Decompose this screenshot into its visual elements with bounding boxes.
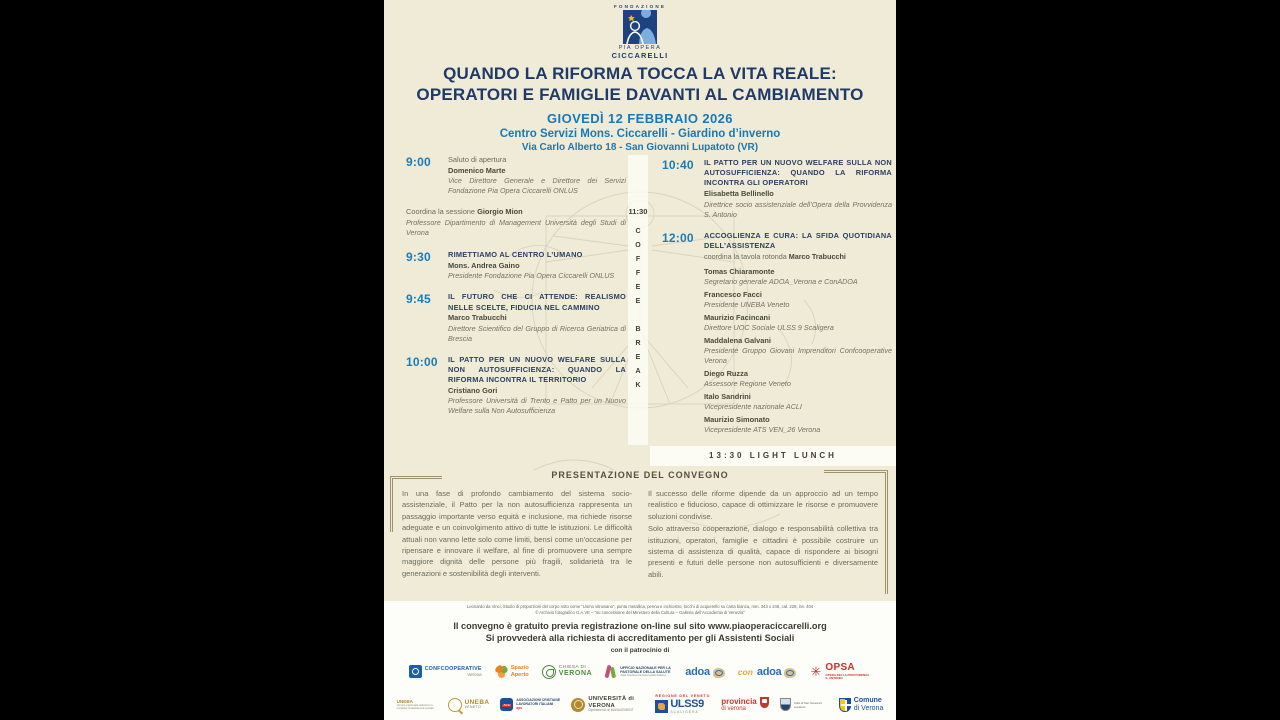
session-0930 (406, 250, 626, 281)
logo-label: CHIESA DI (558, 664, 587, 670)
patronage-logos-row-2 (384, 690, 896, 720)
patronage-label: con il patrocinio di (610, 646, 670, 654)
session-time: 10:00 (406, 354, 438, 369)
round-table-speaker (704, 415, 892, 435)
logo-provincia-di-verona (721, 697, 769, 713)
session-speaker-role: Vice Direttore Generale e Direttore dei Servizi Fondazione Pia Opera Ciccarelli ONLUS (448, 176, 626, 196)
event-when-where (400, 111, 880, 153)
logo-ulss9-scaligera (655, 694, 710, 715)
foundation-logo (384, 4, 896, 60)
session-title: ACCOGLIENZA E CURA: LA SFIDA QUOTIDIANA DELL’ASSISTENZA (704, 230, 892, 250)
speaker-name: Maddalena Galvani (704, 335, 771, 345)
poster-footer (384, 601, 896, 720)
patronage-logos-row-1 (384, 657, 896, 687)
logo-label: ASSOCIAZIONI CRISTIANE LAVORATORI ITALIANI (516, 697, 561, 706)
session-speaker: Mons. Andrea Gaino (448, 260, 520, 270)
round-table-coordinator (704, 252, 892, 261)
coordinator-role: Professore Dipartimento di Management Università degli Studi di Verona (406, 218, 626, 238)
logo-label: UNEBA (464, 699, 490, 707)
logo-label: ULSS9 (670, 698, 704, 711)
conadoa-icon (784, 668, 796, 678)
frame-corner-ornament-left (390, 476, 442, 532)
speaker-name: Tomas Chiaramonte (704, 267, 775, 277)
coffee-break-word1: COFFEE (634, 228, 642, 312)
logo-comune-di-verona (839, 697, 884, 713)
speaker-name: Diego Ruzza (704, 368, 748, 378)
pastorale-salute-icon (605, 664, 617, 679)
logo-label: UNIVERSITÀ di VERONA (588, 696, 635, 709)
logo-san-giovanni-lupatoto (780, 698, 828, 711)
session-time: 9:00 (406, 155, 431, 169)
logo-spazio-aperto (495, 665, 529, 678)
speaker-role: Direttore UOC Sociale ULSS 9 Scaligera (704, 323, 834, 333)
logo-label: UFFICIO NAZIONALE PER LA PASTORALE DELLA SALUTE (620, 665, 671, 674)
speaker-name: Maurizio Simonato (704, 414, 770, 424)
verona-crest-icon (839, 698, 851, 712)
opsa-icon: ✳ (810, 664, 822, 680)
speaker-role: Assessore Regione Veneto (704, 379, 791, 389)
logo-label: OPSA (825, 662, 855, 674)
presentation-paragraph-right-2: Solo attraverso cooperazione, dialogo e responsabilità collettiva tra istituzioni, operatori, famiglie e cittadini è possibile costruire un sistema di assistenza di qualità, capace di rispondere ai bisogni presenti e futuri delle persone non autosufficienti e diversamente abili. (648, 524, 878, 579)
session-title: IL FUTURO CHE CI ATTENDE: REALISMO NELLE SCELTE, FIDUCIA NEL CAMMINO (448, 292, 626, 312)
light-lunch-strip: 13:30 LIGHT LUNCH (650, 446, 896, 466)
logo-acli (500, 698, 560, 711)
round-table-speaker (704, 392, 892, 412)
speaker-role: Vicepresidente nazionale ACLI (704, 402, 802, 412)
session-speaker: Domenico Marte (448, 165, 506, 175)
session-speaker: Marco Trabucchi (448, 313, 507, 323)
event-title-line2: OPERATORI E FAMIGLIE DAVANTI AL CAMBIAMENTO (416, 84, 864, 104)
speaker-role: Vicepresidente ATS VEN_26 Verona (704, 425, 821, 435)
session-0900 (406, 155, 626, 196)
event-venue: Centro Servizi Mons. Ciccarelli - Giardino d’inverno (499, 128, 781, 140)
logo-uneba-veneto (448, 698, 490, 712)
session-speaker: Elisabetta Bellinello (704, 189, 774, 199)
coordinator-name: Giorgio Mion (477, 207, 523, 217)
logo-adoa (685, 666, 724, 678)
session-speaker: Cristiano Gori (448, 386, 498, 396)
round-table-speaker (704, 313, 892, 333)
presentation-paragraph-left: In una fase di profondo cambiamento del sistema socio-assistenziale, il Patto per la non autosufficienza rappresenta un passaggio importante verso equità e inclusione, ma richiede risorse adeguate e un coinvolgimento attivo di tutte le istituzioni. Le difficoltà attuali non vanno lette solo come limiti, bensì come un'occasione per ripensare e innovare il welfare, al fine di promuovere una sempre maggiore dignità delle persone più fragili, solidarietà tra le generazioni e sostenibilità degli interventi. (402, 489, 632, 578)
presentation-paragraph-right-1: Il successo delle riforme dipende da un approccio ad un tempo realistico e fiducioso, capace di ottimizzare le risorse e promuovere soluzioni condivise. (648, 489, 878, 521)
pia-opera-logo-icon (619, 10, 661, 44)
logo-sublabel: VERONA (558, 670, 593, 678)
logo-sublabel: adoa (756, 665, 782, 678)
san-giovanni-lupatoto-crest-icon (780, 698, 791, 711)
event-poster (384, 0, 896, 720)
session-speaker-role: Direttrice socio assistenziale dell’Opera della Provvidenza S. Antonio (704, 199, 892, 219)
logo-label: Comune (853, 696, 882, 704)
logo-sublabel: Verona (467, 672, 482, 678)
session-title: RIMETTIAMO AL CENTRO L’UMANO (448, 250, 583, 260)
event-title-line1: QUANDO LA RIFORMA TOCCA LA VITA REALE: (443, 64, 837, 83)
logo-label: Spazio (510, 665, 529, 672)
session-time: 9:45 (406, 292, 431, 307)
session-title: IL PATTO PER UN NUOVO WELFARE SULLA NON AUTOSUFFICIENZA: QUANDO LA RIFORMA INCONTRA GLI OPERATORI (704, 158, 892, 188)
session-coordinator (406, 207, 626, 238)
program-schedule (384, 155, 896, 447)
session-time: 10:40 (662, 158, 694, 172)
round-table-coordinator-name: Marco Trabucchi (788, 252, 846, 262)
event-address: Via Carlo Alberto 18 - San Giovanni Lupatoto (VR) (521, 142, 759, 153)
adoa-icon (713, 668, 725, 678)
pia-opera-wordmark: PIA OPERA (618, 45, 662, 51)
session-1040 (662, 158, 892, 220)
round-table-speaker (704, 290, 892, 310)
round-table-speaker (704, 336, 892, 367)
coffee-break-strip (628, 155, 648, 445)
chiesa-di-verona-icon (542, 665, 556, 679)
logo-sublabel: di Verona (853, 704, 884, 712)
fondazione-wordmark: FONDAZIONE (613, 4, 667, 9)
logo-uneba (397, 699, 437, 711)
coordinator-prefix: Coordina la sessione (406, 207, 478, 217)
logo-sublabel: SCALIGERA (670, 710, 699, 715)
logo-label: provincia (721, 696, 757, 706)
round-table-speaker (704, 369, 892, 389)
provincia-verona-icon (760, 697, 769, 708)
logo-universita-di-verona (571, 696, 644, 713)
logo-confcooperative-verona (409, 665, 482, 678)
speaker-role: Segretario generale ADOA_Verona e ConADOA (704, 277, 858, 287)
logo-sublabel: aps (516, 705, 522, 710)
session-speaker-role: Direttore Scientifico del Gruppo di Ricerca Geriatrica di Brescia (448, 323, 626, 343)
coffee-break-time: 11:30 (628, 207, 648, 216)
schedule-left-column (406, 155, 626, 428)
uneba-veneto-icon (448, 698, 462, 712)
session-1000 (406, 355, 626, 417)
confcooperative-icon (409, 665, 422, 678)
session-0945 (406, 292, 626, 343)
artwork-credit-line2: © Archivio fotografico G.A.VE – “su concessione del Ministero della Cultura – Galleria dell’Accademia di Venezia” (535, 610, 745, 616)
event-title (400, 64, 880, 105)
logo-sublabel: della Conferenza Episcopale Italiana (620, 673, 666, 678)
veneto-flag-icon (655, 700, 668, 713)
speaker-role: Presidente Gruppo Giovani Imprenditori Confcooperative Verona (704, 346, 892, 366)
session-speaker-role: Professore Università di Trento e Patto per un Nuovo Welfare sulla Non Autosufficienza (448, 396, 626, 416)
presentation-heading: PRESENTAZIONE DEL CONVEGNO (551, 470, 729, 480)
round-table-coordinator-prefix: coordina la tavola rotonda (704, 252, 789, 262)
logo-opsa (809, 662, 871, 680)
speaker-name: Francesco Facci (704, 290, 762, 300)
logo-label: adoa (685, 665, 710, 678)
logo-sublabel: Aperto (510, 671, 529, 678)
session-speaker-role: Presidente Fondazione Pia Opera Ciccarelli ONLUS (448, 271, 615, 281)
session-1200-round-table (662, 231, 892, 438)
registration-info: Il convegno è gratuito previa registrazione on-line sul sito www.piaoperaciccarelli.org (453, 620, 827, 631)
spazio-aperto-icon (495, 665, 508, 678)
logo-label: con (737, 666, 753, 677)
university-seal-icon (571, 698, 585, 712)
presentation-section (402, 470, 878, 580)
acli-shield-icon (500, 698, 513, 711)
logo-sublabel: di verona (721, 705, 746, 712)
logo-label: UNEBA (396, 698, 413, 704)
session-title: Saluto di apertura (448, 155, 507, 164)
session-time: 9:30 (406, 250, 431, 265)
logo-chiesa-di-verona (542, 665, 593, 679)
speaker-name: Maurizio Facincani (704, 312, 771, 322)
logo-sublabel: OPERA DELLA PROVVIDENZA S. ANTONIO (825, 672, 870, 681)
round-table-speaker (704, 267, 892, 287)
logo-region-label: REGIONE DEL VENETO (655, 694, 711, 699)
logo-sublabel: Dipartimento di MANAGEMENT (588, 708, 634, 713)
coffee-break-word2: BREAK (634, 326, 642, 396)
logo-pastorale-della-salute (605, 664, 672, 679)
logo-sublabel: Unione nazionale istituzioni e iniziative di assistenza sociale (396, 703, 434, 711)
artwork-credit (384, 604, 896, 617)
speaker-role: Presidente UNEBA Veneto (704, 300, 790, 310)
round-table-speakers (704, 267, 892, 435)
frame-corner-ornament-right (824, 470, 888, 594)
session-time: 12:00 (662, 230, 694, 245)
session-title: IL PATTO PER UN NUOVO WELFARE SULLA NON AUTOSUFFICIENZA: QUANDO LA RIFORMA INCONTRA IL TERRITORIO (448, 354, 626, 385)
logo-label: CONFCOOPERATIVE (424, 665, 482, 672)
speaker-name: Italo Sandrini (704, 391, 751, 401)
logo-sublabel: VENETO (464, 705, 482, 710)
logo-label: Città di San Giovanni Lupatoto (793, 700, 822, 709)
schedule-right-column (662, 158, 892, 449)
accreditation-info: Si provvederà alla richiesta di accreditamento per gli Assistenti Sociali (485, 632, 795, 643)
ciccarelli-wordmark: CICCARELLI (611, 51, 669, 60)
artwork-credit-line1: Leonardo da Vinci, Studio di proporzioni del corpo noto come “Uomo vitruviano”, punta metallica, penna e inchiostro, tocchi di acquerello su carta bianca, mm. 343 x 246, cat. 228, inv. 404 (466, 604, 814, 609)
event-date: GIOVEDÌ 12 FEBBRAIO 2026 (547, 111, 733, 126)
logo-conadoa (738, 666, 797, 678)
